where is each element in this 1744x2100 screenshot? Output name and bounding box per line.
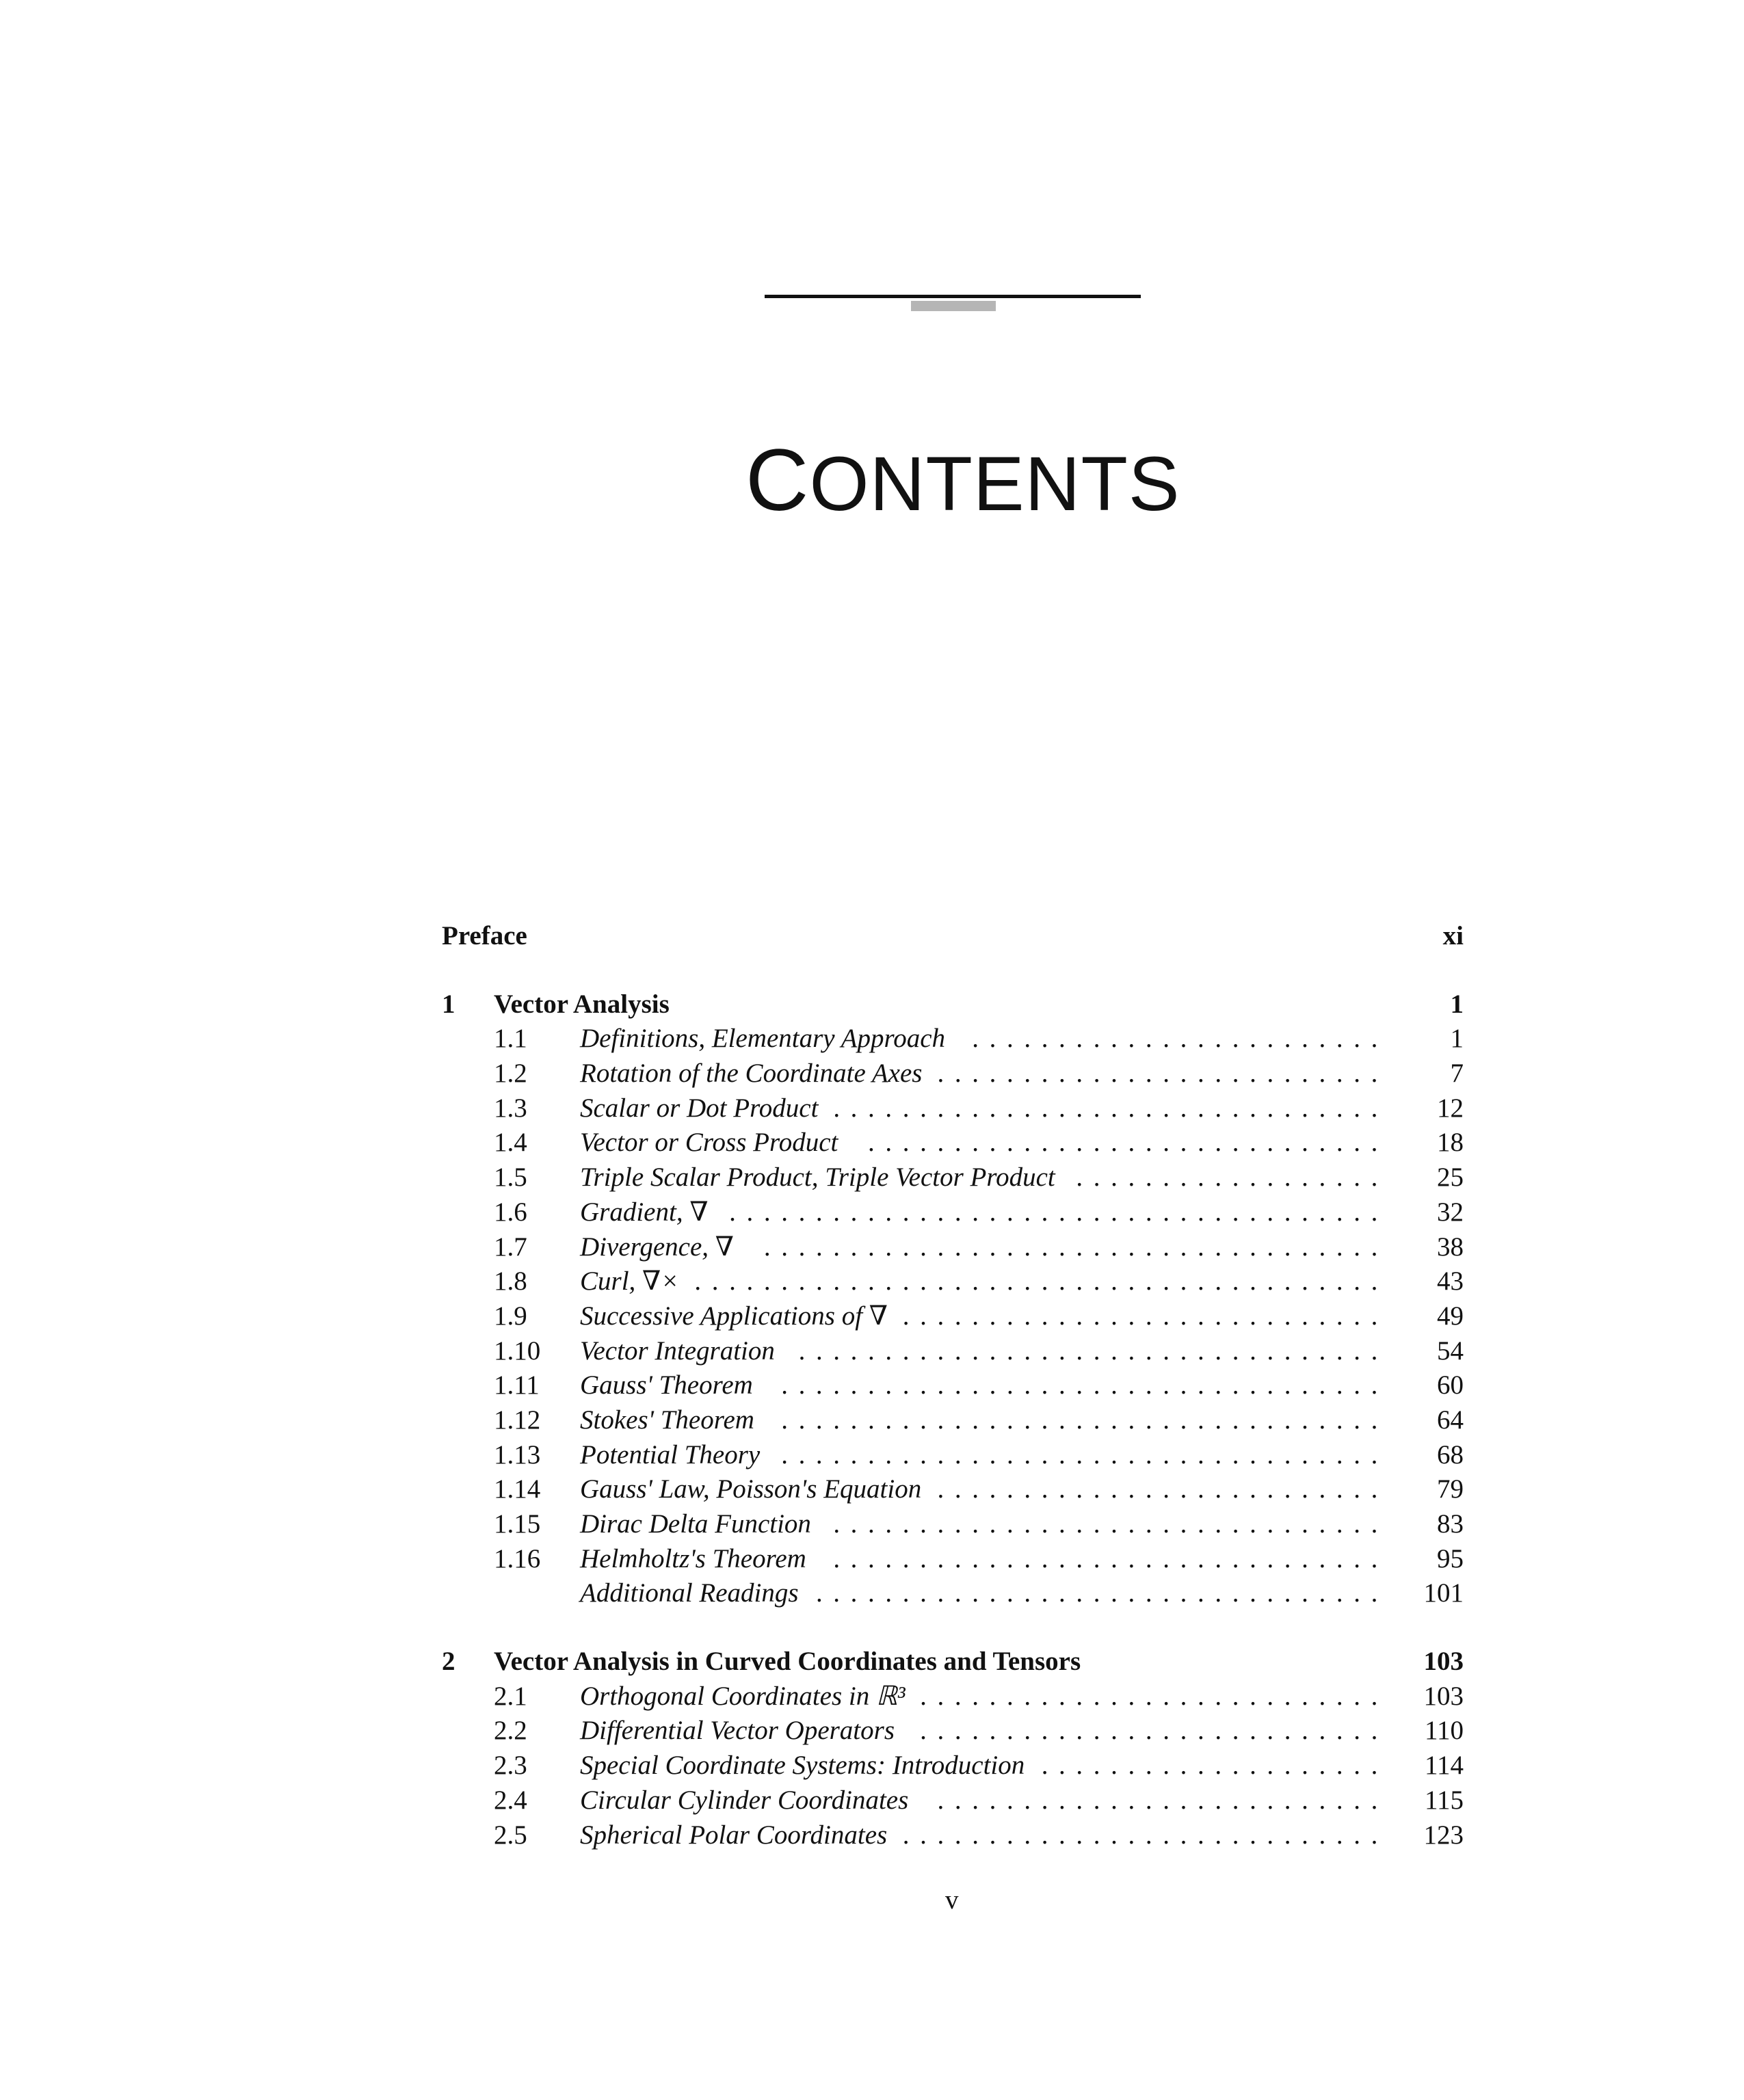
section-title: Gradient, ∇: [580, 1197, 709, 1227]
section-number: 1.4: [494, 1128, 527, 1158]
folio-text: v: [945, 1885, 959, 1915]
section-title: Special Coordinate Systems: Introduction: [580, 1751, 1025, 1781]
section-title: Gauss' Theorem: [580, 1370, 753, 1400]
toc-section-row[interactable]: [442, 1334, 1464, 1369]
section-title: Scalar or Dot Product: [580, 1093, 819, 1123]
section-page: 7: [1450, 1059, 1464, 1089]
section-title: Rotation of the Coordinate Axes: [580, 1059, 923, 1089]
section-page: 49: [1437, 1301, 1464, 1331]
dot-leader: . . . . . . . . . . . . . . . . . . . . . . . . . . . . . . . .: [833, 1093, 1388, 1123]
section-title: Triple Scalar Product, Triple Vector Product: [580, 1162, 1055, 1193]
dot-leader: . . . . . . . . . . . . . . . . . . . . . . . . . . . . . . . . . . . .: [763, 1232, 1388, 1262]
dot-leader: . . . . . . . . . . . . . . . . . . . . . . . . . . . . . . . . . .: [798, 1335, 1388, 1366]
dot-leader: . . . . . . . . . . . . . . . . . . . . . . . . . . . . . . . . . . .: [781, 1370, 1388, 1400]
section-number: 1.13: [494, 1439, 541, 1470]
dot-leader: . . . . . . . . . . . . . . . . . . . . . . . . . . . . . . . .: [833, 1509, 1388, 1539]
section-page: 83: [1437, 1509, 1464, 1539]
section-number: 1.11: [494, 1370, 540, 1400]
section-title: Differential Vector Operators: [580, 1716, 895, 1746]
section-page: 18: [1437, 1128, 1464, 1158]
section-title: Potential Theory: [580, 1439, 761, 1470]
section-title: Successive Applications of ∇: [580, 1301, 888, 1331]
dot-leader: . . . . . . . . . . . . . . . . . . . . . . . . . . . . . . . . . . .: [781, 1439, 1388, 1470]
toc-section-row[interactable]: [442, 1576, 1464, 1611]
title-rule-tab: [911, 301, 996, 311]
dot-leader: . . . . . . . . . . . . . . . . . . . .: [1041, 1751, 1388, 1781]
toc-section-row[interactable]: [442, 1230, 1464, 1265]
title-rule: [765, 295, 1141, 298]
section-title: Divergence, ∇: [580, 1232, 735, 1262]
section-number: 1.16: [494, 1543, 541, 1573]
front-title: Preface: [442, 921, 527, 951]
dot-leader: . . . . . . . . . . . . . . . . . . . . . . . . . . . . . .: [868, 1128, 1388, 1158]
section-title: Vector Integration: [580, 1335, 775, 1366]
section-number: 2.5: [494, 1820, 527, 1850]
toc-section-row[interactable]: [442, 1091, 1464, 1126]
dot-leader: . . . . . . . . . . . . . . . . . . . . . . . . . . . .: [902, 1301, 1388, 1331]
front-page: xi: [1442, 921, 1464, 951]
section-title: Orthogonal Coordinates in ℝ³: [580, 1681, 906, 1711]
section-title: Curl, ∇×: [580, 1266, 679, 1297]
toc-chapter-1[interactable]: [442, 987, 1464, 1022]
section-title: Dirac Delta Function: [580, 1509, 811, 1539]
section-page: 32: [1437, 1197, 1464, 1227]
section-page: 101: [1423, 1578, 1464, 1608]
chapter-title: Vector Analysis: [494, 989, 670, 1019]
dot-leader: . . . . . . . . . . . . . . . . . . . . . . . . . . . . . . . . . . .: [781, 1405, 1388, 1435]
section-number: 1.12: [494, 1405, 541, 1435]
dot-leader: . . . . . . . . . . . . . . . . . . . . . . . . . . . .: [902, 1820, 1388, 1850]
chapter-title: Vector Analysis in Curved Coordinates and Tensors: [494, 1647, 1081, 1677]
toc-section-row[interactable]: [442, 1264, 1464, 1299]
section-number: 1.7: [494, 1232, 527, 1262]
section-number: 1.1: [494, 1024, 527, 1054]
section-number: 2.3: [494, 1751, 527, 1781]
dot-leader: . . . . . . . . . . . . . . . . . . . . . . . . . .: [937, 1059, 1388, 1089]
section-page: 60: [1437, 1370, 1464, 1400]
page-title: CONTENTS: [745, 431, 1180, 529]
section-page: 110: [1424, 1716, 1464, 1746]
toc-section-row[interactable]: [442, 1507, 1464, 1542]
section-page: 54: [1437, 1335, 1464, 1366]
section-page: 103: [1423, 1681, 1464, 1711]
section-page: 12: [1437, 1093, 1464, 1123]
toc-section-row[interactable]: [442, 1679, 1464, 1714]
toc-section-row[interactable]: [442, 1299, 1464, 1334]
section-number: 1.9: [494, 1301, 527, 1331]
toc-section-row[interactable]: [442, 1714, 1464, 1749]
toc-section-row[interactable]: [442, 1542, 1464, 1577]
dot-leader: . . . . . . . . . . . . . . . . . . . . . . . . . . .: [920, 1716, 1388, 1746]
toc-section-row[interactable]: [442, 1472, 1464, 1507]
section-number: 2.4: [494, 1785, 527, 1815]
section-page: 1: [1450, 1024, 1464, 1054]
section-number: 2.2: [494, 1716, 527, 1746]
section-number: 1.14: [494, 1474, 541, 1504]
section-page: 25: [1437, 1162, 1464, 1193]
section-title: Gauss' Law, Poisson's Equation: [580, 1474, 922, 1504]
dot-leader: . . . . . . . . . . . . . . . . . . . . . . . . . . . . . . . . . . . . . .: [729, 1197, 1388, 1227]
toc-section-row[interactable]: [442, 1160, 1464, 1195]
dot-leader: . . . . . . . . . . . . . . . . . . . . . . . . . . . . . . . . .: [815, 1578, 1388, 1608]
section-number: 1.8: [494, 1266, 527, 1297]
toc-section-row[interactable]: [442, 1818, 1464, 1853]
section-number: 1.3: [494, 1093, 527, 1123]
section-title: Helmholtz's Theorem: [580, 1543, 806, 1573]
section-number: 1.15: [494, 1509, 541, 1539]
chapter-number: 2: [442, 1647, 455, 1677]
toc-front-preface[interactable]: [442, 919, 1464, 954]
section-page: 95: [1437, 1543, 1464, 1573]
table-of-contents: [442, 919, 1464, 1852]
chapter-page: 1: [1450, 989, 1464, 1019]
toc-section-row[interactable]: [442, 1368, 1464, 1403]
toc-section-row[interactable]: [442, 1783, 1464, 1818]
chapter-number: 1: [442, 989, 455, 1019]
dot-leader: . . . . . . . . . . . . . . . . . . . . . . . . . . . . . . . . . . . . . . . .: [694, 1266, 1388, 1297]
section-number: 1.10: [494, 1335, 541, 1366]
dot-leader: . . . . . . . . . . . . . . . . . . . . . . . .: [972, 1024, 1388, 1054]
section-number: 1.2: [494, 1059, 527, 1089]
section-title: Additional Readings: [580, 1578, 799, 1608]
chapter-page: 103: [1423, 1647, 1464, 1677]
section-page: 38: [1437, 1232, 1464, 1262]
section-page: 43: [1437, 1266, 1464, 1297]
section-title: Spherical Polar Coordinates: [580, 1820, 888, 1850]
section-page: 68: [1437, 1439, 1464, 1470]
toc-section-row[interactable]: [442, 1749, 1464, 1783]
section-title: Definitions, Elementary Approach: [580, 1024, 946, 1054]
section-page: 79: [1437, 1474, 1464, 1504]
section-title: Vector or Cross Product: [580, 1128, 838, 1158]
dot-leader: . . . . . . . . . . . . . . . . . . . . . . . . . . . . . . . .: [833, 1543, 1388, 1573]
section-page: 64: [1437, 1405, 1464, 1435]
section-number: 1.6: [494, 1197, 527, 1227]
section-number: 2.1: [494, 1681, 527, 1711]
toc-section-row[interactable]: [442, 1022, 1464, 1056]
dot-leader: . . . . . . . . . . . . . . . . . . . . . . . . . . .: [920, 1681, 1388, 1711]
dot-leader: . . . . . . . . . . . . . . . . . .: [1076, 1162, 1388, 1193]
toc-section-row[interactable]: [442, 1403, 1464, 1438]
section-page: 115: [1424, 1785, 1464, 1815]
section-page: 123: [1423, 1820, 1464, 1850]
toc-chapter-2[interactable]: [442, 1645, 1464, 1679]
toc-section-row[interactable]: [442, 1195, 1464, 1230]
dot-leader: . . . . . . . . . . . . . . . . . . . . . . . . . .: [937, 1474, 1388, 1504]
section-title: Stokes' Theorem: [580, 1405, 754, 1435]
section-number: 1.5: [494, 1162, 527, 1193]
section-title: Circular Cylinder Coordinates: [580, 1785, 909, 1815]
dot-leader: . . . . . . . . . . . . . . . . . . . . . . . . . .: [937, 1785, 1388, 1815]
section-page: 114: [1424, 1751, 1464, 1781]
toc-section-row[interactable]: [442, 1126, 1464, 1160]
toc-section-row[interactable]: [442, 1438, 1464, 1473]
toc-section-row[interactable]: [442, 1056, 1464, 1091]
